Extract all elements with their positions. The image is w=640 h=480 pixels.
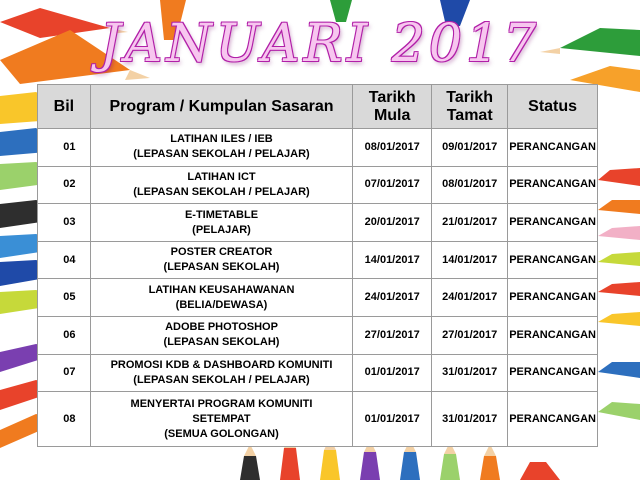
row-tarikh-tamat: 09/01/2017 (432, 129, 508, 167)
pencil-icon (520, 462, 560, 480)
table-header-row (38, 85, 598, 129)
row-program: ADOBE PHOTOSHOP (LEPASAN SEKOLAH) (90, 317, 352, 355)
row-tarikh-tamat: 31/01/2017 (432, 392, 508, 447)
table-row (38, 354, 598, 392)
table-row (38, 279, 598, 317)
row-tarikh-mula: 20/01/2017 (353, 204, 432, 242)
page-title: JANUARI 2017 (99, 14, 541, 74)
pencil-icon (598, 252, 640, 266)
header-tarikh-tamat: Tarikh Tamat (432, 85, 508, 129)
row-status: PERANCANGAN (508, 392, 598, 447)
row-program: PROMOSI KDB & DASHBOARD KOMUNITI (LEPASAN SEKOLAH / PELAJAR) (90, 354, 352, 392)
row-program: LATIHAN ICT (LEPASAN SEKOLAH / PELAJAR) (90, 166, 352, 204)
pencil-icon (598, 168, 640, 186)
row-tarikh-mula: 24/01/2017 (353, 279, 432, 317)
pencil-icon (598, 312, 640, 326)
row-bil: 01 (38, 129, 91, 167)
row-bil: 02 (38, 166, 91, 204)
pencil-icon (480, 444, 500, 480)
pencil-icon (598, 402, 640, 420)
row-status: PERANCANGAN (508, 166, 598, 204)
row-tarikh-mula: 08/01/2017 (353, 129, 432, 167)
row-status: PERANCANGAN (508, 279, 598, 317)
row-bil: 06 (38, 317, 91, 355)
row-status: PERANCANGAN (508, 354, 598, 392)
pencil-icon (240, 444, 260, 480)
row-tarikh-tamat: 21/01/2017 (432, 204, 508, 242)
row-program: E-TIMETABLE (PELAJAR) (90, 204, 352, 242)
row-tarikh-mula: 27/01/2017 (353, 317, 432, 355)
header-tarikh-mula: Tarikh Mula (353, 85, 432, 129)
pencil-icon (598, 200, 640, 214)
table-row (38, 166, 598, 204)
row-tarikh-tamat: 08/01/2017 (432, 166, 508, 204)
row-program: POSTER CREATOR (LEPASAN SEKOLAH) (90, 241, 352, 279)
row-tarikh-mula: 01/01/2017 (353, 392, 432, 447)
row-program: MENYERTAI PROGRAM KOMUNITI SETEMPAT (SEMUA GOLONGAN) (90, 392, 352, 447)
header-status: Status (508, 85, 598, 129)
table-row (38, 241, 598, 279)
row-status: PERANCANGAN (508, 317, 598, 355)
header-program: Program / Kumpulan Sasaran (90, 85, 352, 129)
row-status: PERANCANGAN (508, 204, 598, 242)
row-program: LATIHAN ILES / IEB (LEPASAN SEKOLAH / PELAJAR) (90, 129, 352, 167)
table-row (38, 129, 598, 167)
row-program: LATIHAN KEUSAHAWANAN (BELIA/DEWASA) (90, 279, 352, 317)
row-bil: 04 (38, 241, 91, 279)
row-tarikh-tamat: 24/01/2017 (432, 279, 508, 317)
pencil-icon (598, 362, 640, 378)
row-bil: 03 (38, 204, 91, 242)
row-status: PERANCANGAN (508, 241, 598, 279)
row-bil: 07 (38, 354, 91, 392)
pencil-icon (598, 226, 640, 240)
table-row (38, 317, 598, 355)
row-tarikh-mula: 14/01/2017 (353, 241, 432, 279)
row-bil: 08 (38, 392, 91, 447)
row-tarikh-mula: 01/01/2017 (353, 354, 432, 392)
row-tarikh-mula: 07/01/2017 (353, 166, 432, 204)
pencil-icon (440, 442, 460, 480)
table-row (38, 392, 598, 447)
header-bil: Bil (38, 85, 91, 129)
row-tarikh-tamat: 27/01/2017 (432, 317, 508, 355)
row-tarikh-tamat: 14/01/2017 (432, 241, 508, 279)
pencil-icon (598, 282, 640, 296)
table-row (38, 204, 598, 242)
row-tarikh-tamat: 31/01/2017 (432, 354, 508, 392)
row-status: PERANCANGAN (508, 129, 598, 167)
schedule-table (37, 84, 598, 447)
row-bil: 05 (38, 279, 91, 317)
